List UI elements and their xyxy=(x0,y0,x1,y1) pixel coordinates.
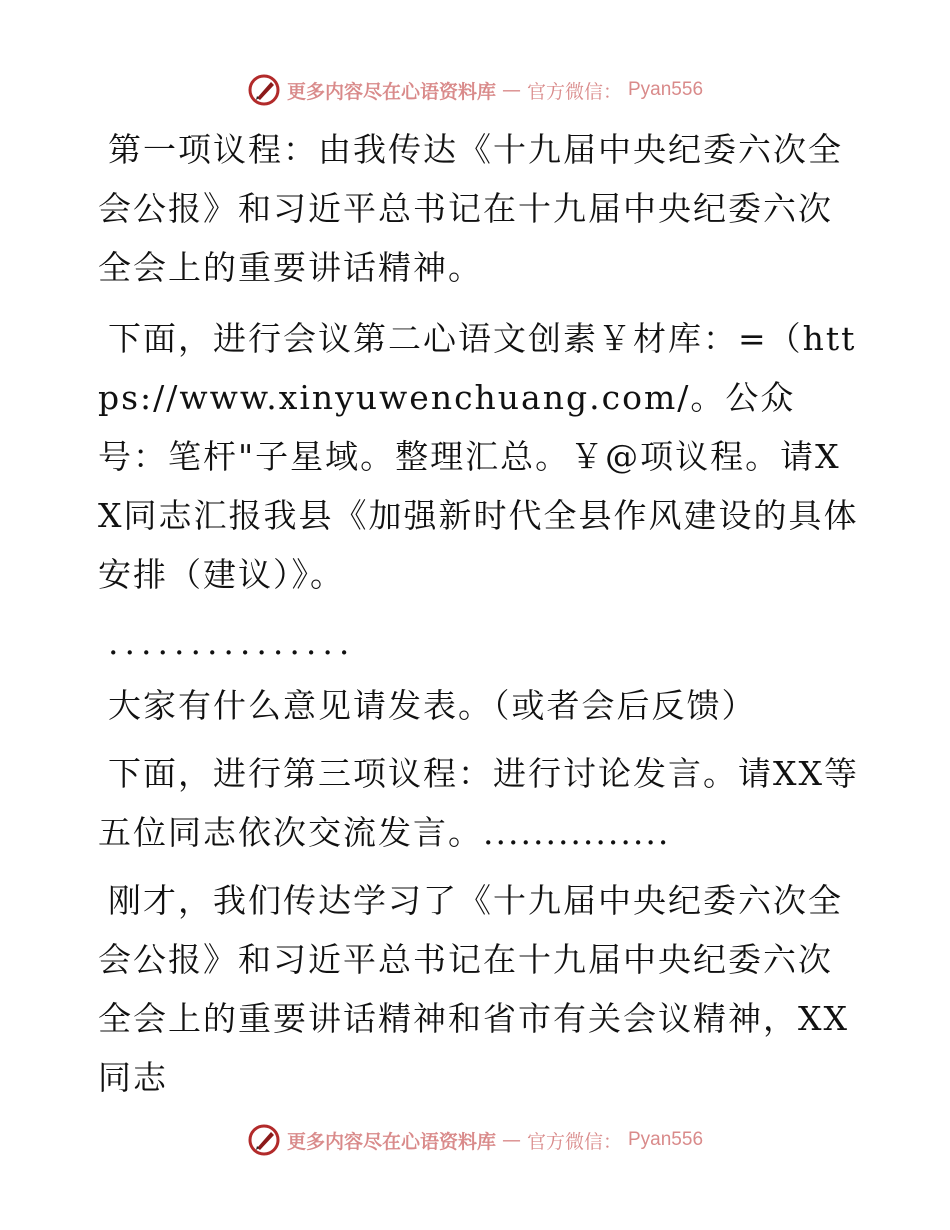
banner-separator: — xyxy=(501,1129,521,1151)
footer-banner xyxy=(0,1120,950,1160)
banner-label: 官方微信： xyxy=(526,80,622,103)
paragraph-feedback: 大家有什么意见请发表。（或者会后反馈） xyxy=(108,686,757,725)
paragraph-summary: 刚才，我们传达学习了《十九届中央纪委六次全会公报》和习近平总书记在十九届中央纪委六次全会上的重要讲话精神和省市有关会议精神，XX同志 xyxy=(98,881,849,1097)
banner-separator: — xyxy=(501,79,521,101)
banner-account: Pyan556 xyxy=(628,79,704,100)
paragraph-ellipsis: ............... xyxy=(108,623,356,662)
banner-brand: 更多内容尽在心语资料库 xyxy=(286,1130,496,1153)
banner-label: 官方微信： xyxy=(526,1130,622,1153)
banner-account: Pyan556 xyxy=(628,1129,704,1150)
paragraph-agenda-two: 下面，进行会议第二心语文创素￥材库：=（https://www.xinyuwenchuang.com/。公众号：笔杆"子星域。整理汇总。￥@项议程。请XX同志汇报我县《加强新时代全县作风建设的具体安排（建议）》。 xyxy=(98,319,859,594)
banner-brand: 更多内容尽在心语资料库 xyxy=(286,80,496,103)
paragraph-agenda-three: 下面，进行第三项议程：进行讨论发言。请XX等五位同志依次交流发言。............... xyxy=(98,754,859,852)
document-body xyxy=(98,120,860,1116)
quill-pen-seal-icon xyxy=(247,1123,281,1157)
quill-pen-seal-icon xyxy=(247,73,281,107)
paragraph-agenda-one: 第一项议程：由我传达《十九届中央纪委六次全会公报》和习近平总书记在十九届中央纪委六次全会上的重要讲话精神。 xyxy=(98,130,843,287)
header-banner xyxy=(0,70,950,110)
